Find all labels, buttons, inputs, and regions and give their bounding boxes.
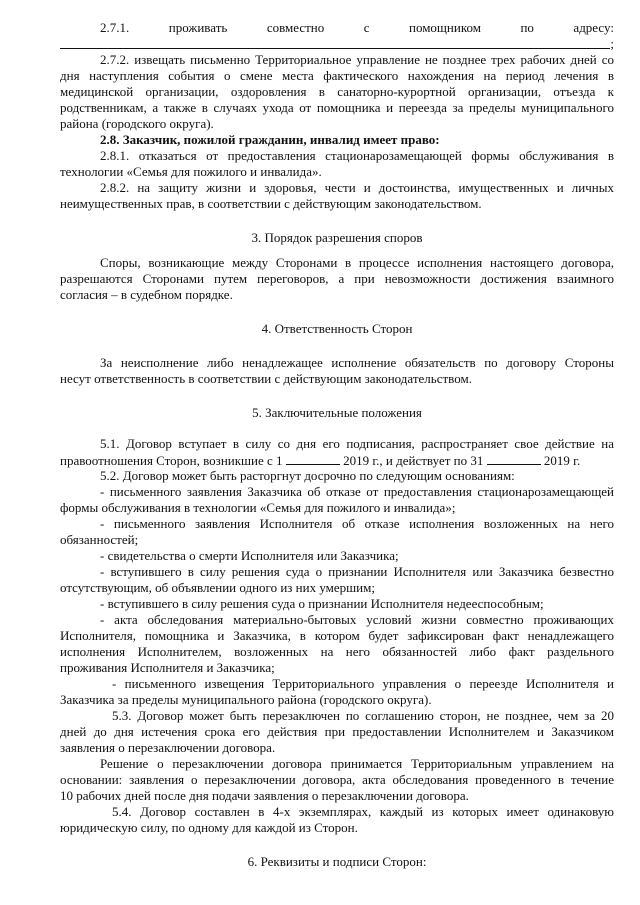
text-line: За неисполнение либо ненадлежащее исполнение обязательств по договору Стороны xyxy=(100,355,614,370)
section-3-title: 3. Порядок разрешения споров xyxy=(251,230,423,245)
blank-underline xyxy=(60,48,610,49)
date-blank xyxy=(286,452,340,465)
text-line: Споры, возникающие между Сторонами в процессе исполнения настоящего договора, xyxy=(100,255,614,270)
list-item: - вступившего в силу решения суда о признании Исполнителя недееспособным; xyxy=(100,596,544,611)
spacer xyxy=(60,246,614,255)
list-item: отсутствующим, об объявлении одного из них умершим; xyxy=(60,580,375,595)
list-item: - письменного извещения Территориального управления о переезде Исполнителя и xyxy=(112,676,614,691)
text-line: 2.8.1. отказаться от предоставления стационарозамещающей формы обслуживания в xyxy=(100,148,614,163)
spacer xyxy=(60,303,614,321)
word: совместно xyxy=(266,20,325,35)
text-line: 2.8.2. на защиту жизни и здоровья, чести и достоинства, имущественных и личных xyxy=(100,180,614,195)
clause-2-7-1 xyxy=(60,20,614,36)
text-line: района (городского округа). xyxy=(60,116,214,131)
section-4-body xyxy=(60,355,614,387)
clause-5-4 xyxy=(60,804,614,836)
renewal-decision xyxy=(60,756,614,804)
text-line xyxy=(60,452,614,468)
list-item: - вступившего в силу решения суда о признании Исполнителя или Заказчика безвестно xyxy=(100,564,614,579)
list-item: обязанностей; xyxy=(60,532,139,547)
section-4-title: 4. Ответственность Сторон xyxy=(261,321,413,336)
text-line: несут ответственность в соответствии с действующим законодательством. xyxy=(60,371,472,386)
text-line: 5.4. Договор составлен в 4-х экземплярах, каждый из которых имеет одинаковую xyxy=(112,804,614,819)
clause-2-8-heading: 2.8. Заказчик, пожилой гражданин, инвалид имеет право: xyxy=(100,132,440,147)
text-line: дней до дня истечения срока его действия при предоставлении Исполнителем и Заказчиком xyxy=(60,724,614,739)
list-item: проживания Исполнителя и Заказчика; xyxy=(60,660,275,675)
text-line: 10 рабочих дней после дня подачи заявления о перезаключении договора. xyxy=(60,788,469,803)
clause-5-3 xyxy=(60,708,614,756)
word: проживать xyxy=(168,20,228,35)
word: по xyxy=(520,20,534,35)
spacer xyxy=(60,387,614,405)
text-line: согласия – в судебном порядке. xyxy=(60,287,233,302)
list-item: - свидетельства о смерти Исполнителя или Заказчика; xyxy=(100,548,399,563)
text-part: 2019 г. xyxy=(543,453,581,468)
section-5-title: 5. Заключительные положения xyxy=(252,405,422,420)
address-fill-line xyxy=(60,36,614,52)
text-line: технологии «Семья для пожилого и инвалида». xyxy=(60,164,322,179)
text-line: заявления о перезаключении договора. xyxy=(60,740,276,755)
list-item: Заказчика за пределы муниципального района (городского округа). xyxy=(60,692,432,707)
spacer xyxy=(60,836,614,854)
clause-5-1 xyxy=(60,436,614,468)
text-line: разрешаются Сторонами путем переговоров, а при невозможности достижения взаимного xyxy=(60,271,614,286)
list-item: - акта обследования материально-бытовых условий жизни совместно проживающих xyxy=(100,612,614,627)
word: адресу: xyxy=(573,20,614,35)
word: с xyxy=(363,20,370,35)
text-line: основании: заявления о перезаключении договора, акта обследования проведенного в течение xyxy=(60,772,614,787)
spacer xyxy=(60,421,614,436)
list-item: - письменного заявления Исполнителя об отказе исполнения возложенных на него xyxy=(100,516,614,531)
list-item: исполнения Исполнителем, возложенных на него обязанностей либо факт раздельного xyxy=(60,644,614,659)
clause-2-8-1 xyxy=(60,148,614,180)
word: помощником xyxy=(408,20,481,35)
text-line: юридическую силу, по одному для каждой из Сторон. xyxy=(60,820,358,835)
text-line: неимущественных прав, в соответствии с действующим законодательством. xyxy=(60,196,482,211)
spacer xyxy=(60,337,614,355)
end-mark: ; xyxy=(610,36,614,51)
text-part: 2019 г., и действует по 31 xyxy=(343,453,484,468)
list-item: формы обслуживания в технологии «Семья для пожилого и инвалида»; xyxy=(60,500,456,515)
date-blank xyxy=(487,452,541,465)
text-line: Решение о перезаключении договора принимается Территориальным управлением на xyxy=(100,756,614,771)
list-item: - письменного заявления Заказчика об отказе от предоставления стационарозамещающей xyxy=(100,484,614,499)
text-line: дня наступления события о смене места фактического нахождения на период лечения в xyxy=(60,68,614,83)
text-line: 5.1. Договор вступает в силу со дня его подписания, распространяет свое действие на xyxy=(100,436,614,451)
text-line: родственникам, а также в случаях ухода от помощника и переезда за пределы муниципального xyxy=(60,100,614,115)
clause-5-2: 5.2. Договор может быть расторгнут досрочно по следующим основаниям: xyxy=(100,468,515,483)
text-line: 5.3. Договор может быть перезаключен по соглашению сторон, не позднее, чем за 20 xyxy=(112,708,614,723)
clause-2-7-2 xyxy=(60,52,614,132)
section-3-body xyxy=(60,255,614,303)
termination-grounds-list xyxy=(60,484,614,708)
clause-2-8-2 xyxy=(60,180,614,212)
list-item: Исполнителя, помощника и Заказчика, в котором будет зафиксирован факт ненадлежащего xyxy=(60,628,614,643)
text-line: 2.7.2. извещать письменно Территориальное управление не позднее трех рабочих дней со xyxy=(100,52,614,67)
spacer xyxy=(60,212,614,230)
word: 2.7.1. xyxy=(100,20,130,35)
text-line: медицинской организации, оздоровления в санаторно-курортной организации, отъезда к xyxy=(60,84,614,99)
text-part: правоотношения Сторон, возникшие с 1 xyxy=(60,453,283,468)
section-6-title: 6. Реквизиты и подписи Сторон: xyxy=(247,854,427,869)
